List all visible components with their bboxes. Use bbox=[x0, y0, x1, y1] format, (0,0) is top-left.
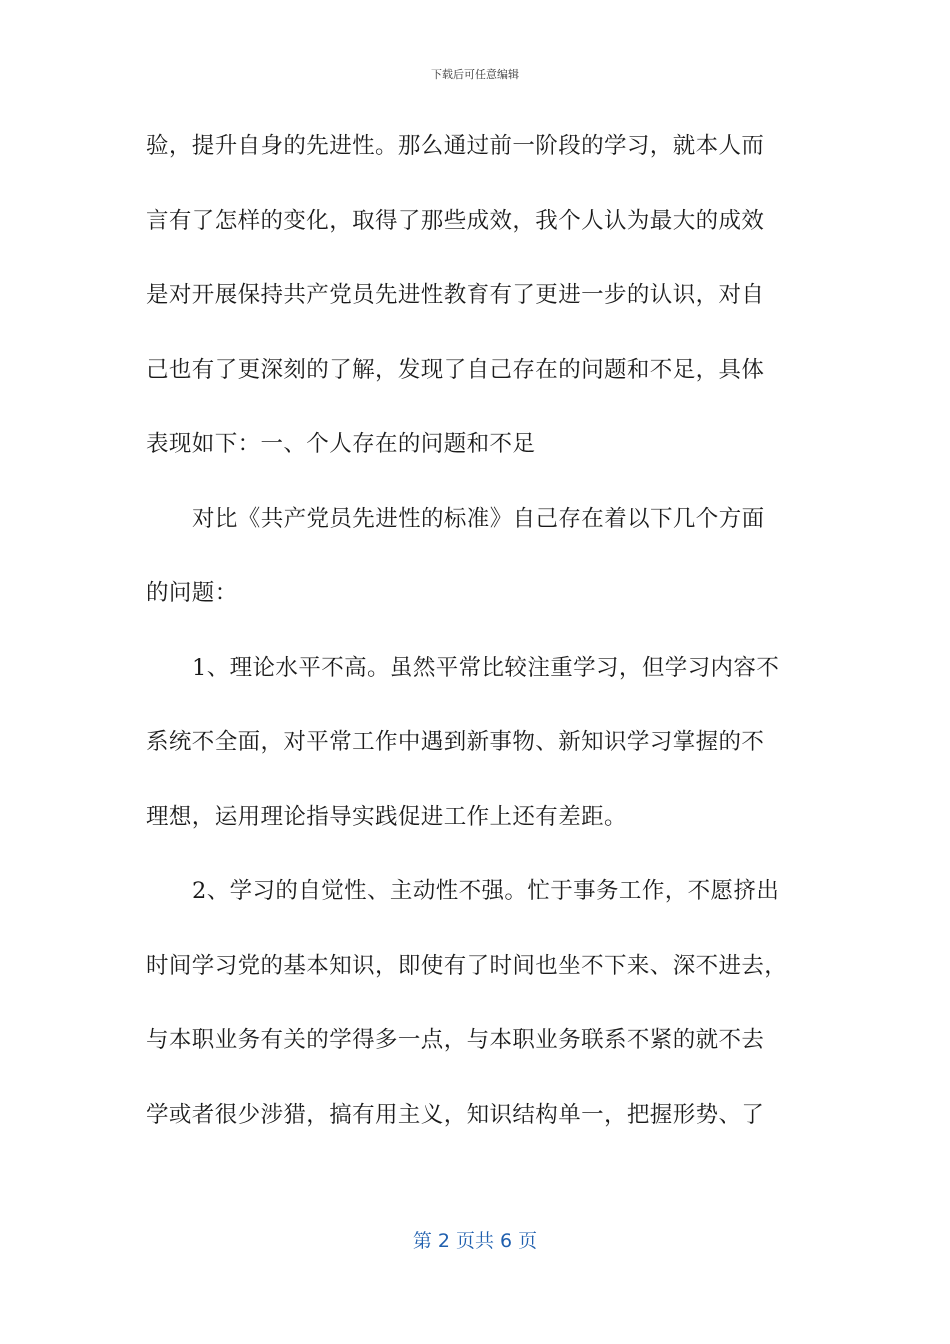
body-line: 系统不全面，对平常工作中遇到新事物、新知识学习掌握的不 bbox=[146, 729, 765, 755]
page-number-footer: 第 2 页共 6 页 bbox=[412, 1230, 538, 1252]
body-line: 是对开展保持共产党员先进性教育有了更进一步的认识，对自 bbox=[146, 282, 765, 308]
document-body bbox=[146, 125, 808, 1168]
body-line: 与本职业务有关的学得多一点，与本职业务联系不紧的就不去 bbox=[146, 1027, 765, 1053]
body-line: 学或者很少涉猎，搞有用主义，知识结构单一，把握形势、了 bbox=[146, 1101, 765, 1128]
body-line: 时间学习党的基本知识，即使有了时间也坐不下来、深不进去， bbox=[146, 952, 788, 979]
paragraph-first-line: 2、学习的自觉性、主动性不强。忙于事务工作，不愿挤出 bbox=[192, 878, 780, 904]
body-line: 言有了怎样的变化，取得了那些成效，我个人认为最大的成效 bbox=[146, 207, 765, 234]
body-line: 己也有了更深刻的了解，发现了自己存在的问题和不足，具体 bbox=[146, 356, 765, 383]
paragraph-first-line: 对比《共产党员先进性的标准》自己存在着以下几个方面 bbox=[192, 505, 765, 532]
paragraph-first-line: 1、理论水平不高。虽然平常比较注重学习，但学习内容不 bbox=[192, 654, 780, 681]
body-line: 的问题： bbox=[146, 580, 238, 606]
body-line: 理想，运用理论指导实践促进工作上还有差距。 bbox=[146, 803, 627, 830]
page-header: 下载后可任意编辑 bbox=[431, 68, 519, 81]
body-line: 验，提升自身的先进性。那么通过前一阶段的学习，就本人而 bbox=[146, 133, 765, 159]
body-line: 表现如下：一、个人存在的问题和不足 bbox=[146, 431, 536, 457]
